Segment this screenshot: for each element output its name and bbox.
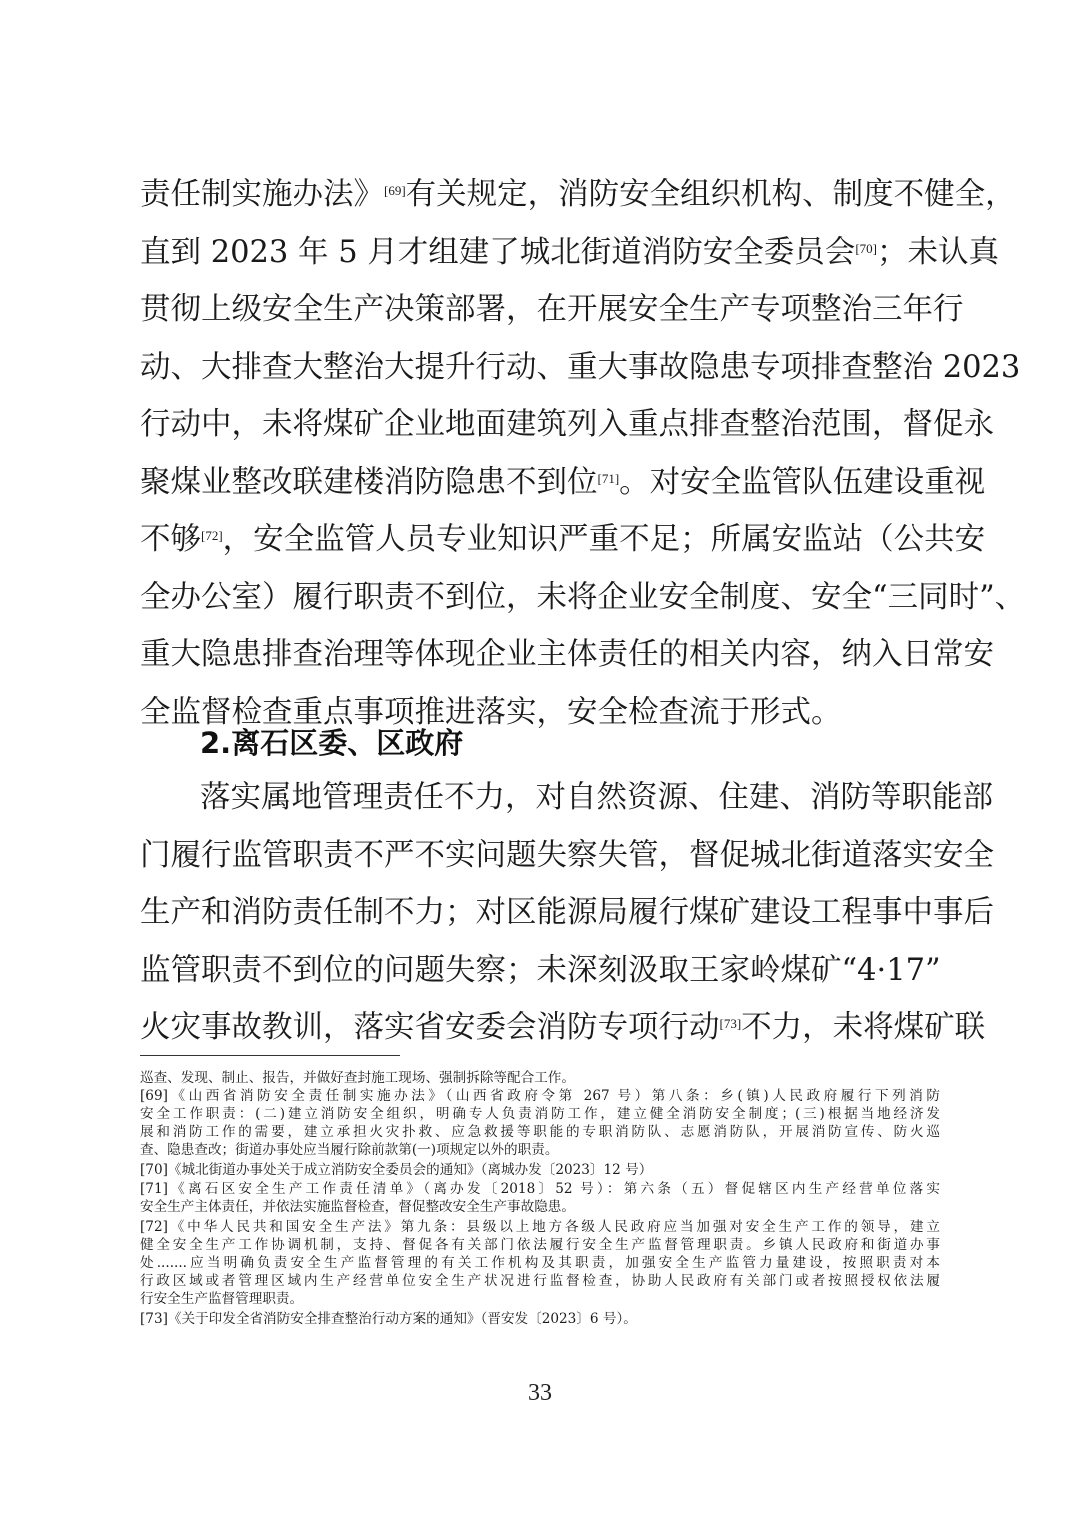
footnote-line: 安全生产主体责任，并依法实施监督检查，督促整改安全生产事故隐患。 xyxy=(140,1199,575,1215)
body-text-segment: 监管职责不到位的问题失察；未深刻汲取王家岭煤矿“4·17” xyxy=(140,952,941,988)
footnote-line: 查、隐患查改；街道办事处应当履行除前款第(一)项规定以外的职责。 xyxy=(140,1142,559,1158)
body-text-segment: 全办公室）履行职责不到位，未将企业安全制度、安全“三同时”、 xyxy=(140,579,1026,615)
footnote-ref: [73] xyxy=(719,1016,742,1031)
body-text-segment: 落实属地管理责任不力，对自然资源、住建、消防等职能部 xyxy=(200,780,993,815)
footnote-line: [69]《山西省消防安全责任制实施办法》（山西省政府令第 267 号）第八条：乡(镇)人民政府履行下列消防 xyxy=(140,1088,940,1104)
footnote-line: 行政区域或者管理区域内生产经营单位安全生产状况进行监督检查，协助人民政府有关部门或者按照授权依法履 xyxy=(140,1273,940,1289)
body-line xyxy=(140,233,999,273)
footnote-ref: [71] xyxy=(597,470,620,486)
body-line xyxy=(140,578,1026,618)
body-text-segment: 全监督检查重点事项推进落实，安全检查流于形式。 xyxy=(140,694,842,730)
footnote-ref: [70] xyxy=(855,240,877,256)
body-line xyxy=(140,635,994,675)
body-text-segment: 直到 2023 年 5 月才组建了城北街道消防安全委员会 xyxy=(140,234,856,270)
footnote-line: [70]《城北街道办事处关于成立消防安全委员会的通知》（离城办发〔2023〕12 号） xyxy=(140,1162,653,1178)
body-text-segment: 聚煤业整改联建楼消防隐患不到位 xyxy=(140,464,598,500)
body-text-segment: 重大隐患排查治理等体现企业主体责任的相关内容，纳入日常安 xyxy=(140,637,994,672)
body-line xyxy=(200,778,993,818)
footnote-ref: [69] xyxy=(384,183,406,198)
body-text-segment: 责任制实施办法》 xyxy=(140,177,384,212)
footnote-line: 展和消防工作的需要，建立承担火灾扑救、应急救援等职能的专职消防队、志愿消防队，开展消防宣传、防火巡 xyxy=(140,1124,940,1140)
body-text-segment: 有关规定，消防安全组织机构、制度不健全， xyxy=(405,177,1016,212)
body-text-segment: 不力，未将煤矿联 xyxy=(741,1010,986,1045)
body-text-segment: ；未认真 xyxy=(876,234,999,270)
body-line xyxy=(140,893,994,933)
body-line xyxy=(140,951,940,991)
body-text-segment: 不够 xyxy=(140,522,201,557)
footnote-line: [72]《中华人民共和国安全生产法》第九条：县级以上地方各级人民政府应当加强对安全生产工作的领导，建立 xyxy=(140,1219,940,1235)
body-line xyxy=(140,463,986,503)
footnote-line: 行安全生产监督管理职责。 xyxy=(140,1291,304,1307)
body-text-segment: 。对安全监管队伍建设重视 xyxy=(619,464,986,500)
footnote-line: [71]《离石区安全生产工作责任清单》（离办发〔2018〕52 号）：第六条（五）督促辖区内生产经营单位落实 xyxy=(140,1181,940,1197)
footnote-line: 巡查、发现、制止、报告，并做好查封施工现场、强制拆除等配合工作。 xyxy=(140,1070,575,1086)
footnote-line: 处.......应当明确负责安全生产监督管理的有关工作机构及其职责，加强安全生产监管力量建设，按照职责对本 xyxy=(140,1255,940,1271)
body-text-segment: 贯彻上级安全生产决策部署，在开展安全生产专项整治三年行 xyxy=(140,292,964,327)
section-heading: 2.离石区委、区政府 xyxy=(200,726,464,760)
body-text-segment: 生产和消防责任制不力；对区能源局履行煤矿建设工程事中事后 xyxy=(140,895,994,930)
body-line xyxy=(140,520,986,560)
body-line xyxy=(140,836,994,876)
body-line xyxy=(140,405,994,445)
body-line xyxy=(140,290,964,330)
footnote-line: 健全安全生产工作协调机制，支持、督促各有关部门依法履行安全生产监督管理职责。乡镇人民政府和街道办事 xyxy=(140,1237,940,1253)
footnote-divider xyxy=(140,1055,400,1056)
footnote-ref: [72] xyxy=(201,528,223,543)
body-text-segment: 门履行监管职责不严不实问题失察失管，督促城北街道落实安全 xyxy=(140,837,994,873)
body-text-segment: 火灾事故教训，落实省安委会消防专项行动 xyxy=(140,1010,720,1045)
page-number: 33 xyxy=(528,1380,552,1406)
body-text-segment: 动、大排查大整治大提升行动、重大事故隐患专项排查整治 2023 xyxy=(140,349,1021,385)
body-text-segment: 行动中，未将煤矿企业地面建筑列入重点排查整治范围，督促永 xyxy=(140,407,994,442)
footnote-line: [73]《关于印发全省消防安全排查整治行动方案的通知》（晋安发〔2023〕6 号）。 xyxy=(140,1311,637,1327)
body-line xyxy=(140,175,1016,215)
body-line xyxy=(140,348,1021,388)
footnote-line: 安全工作职责：(二)建立消防安全组织，明确专人负责消防工作，建立健全消防安全制度；(三)根据当地经济发 xyxy=(140,1106,940,1122)
body-text-segment: ，安全监管人员专业知识严重不足；所属安监站（公共安 xyxy=(222,522,986,557)
body-line xyxy=(140,1008,986,1048)
